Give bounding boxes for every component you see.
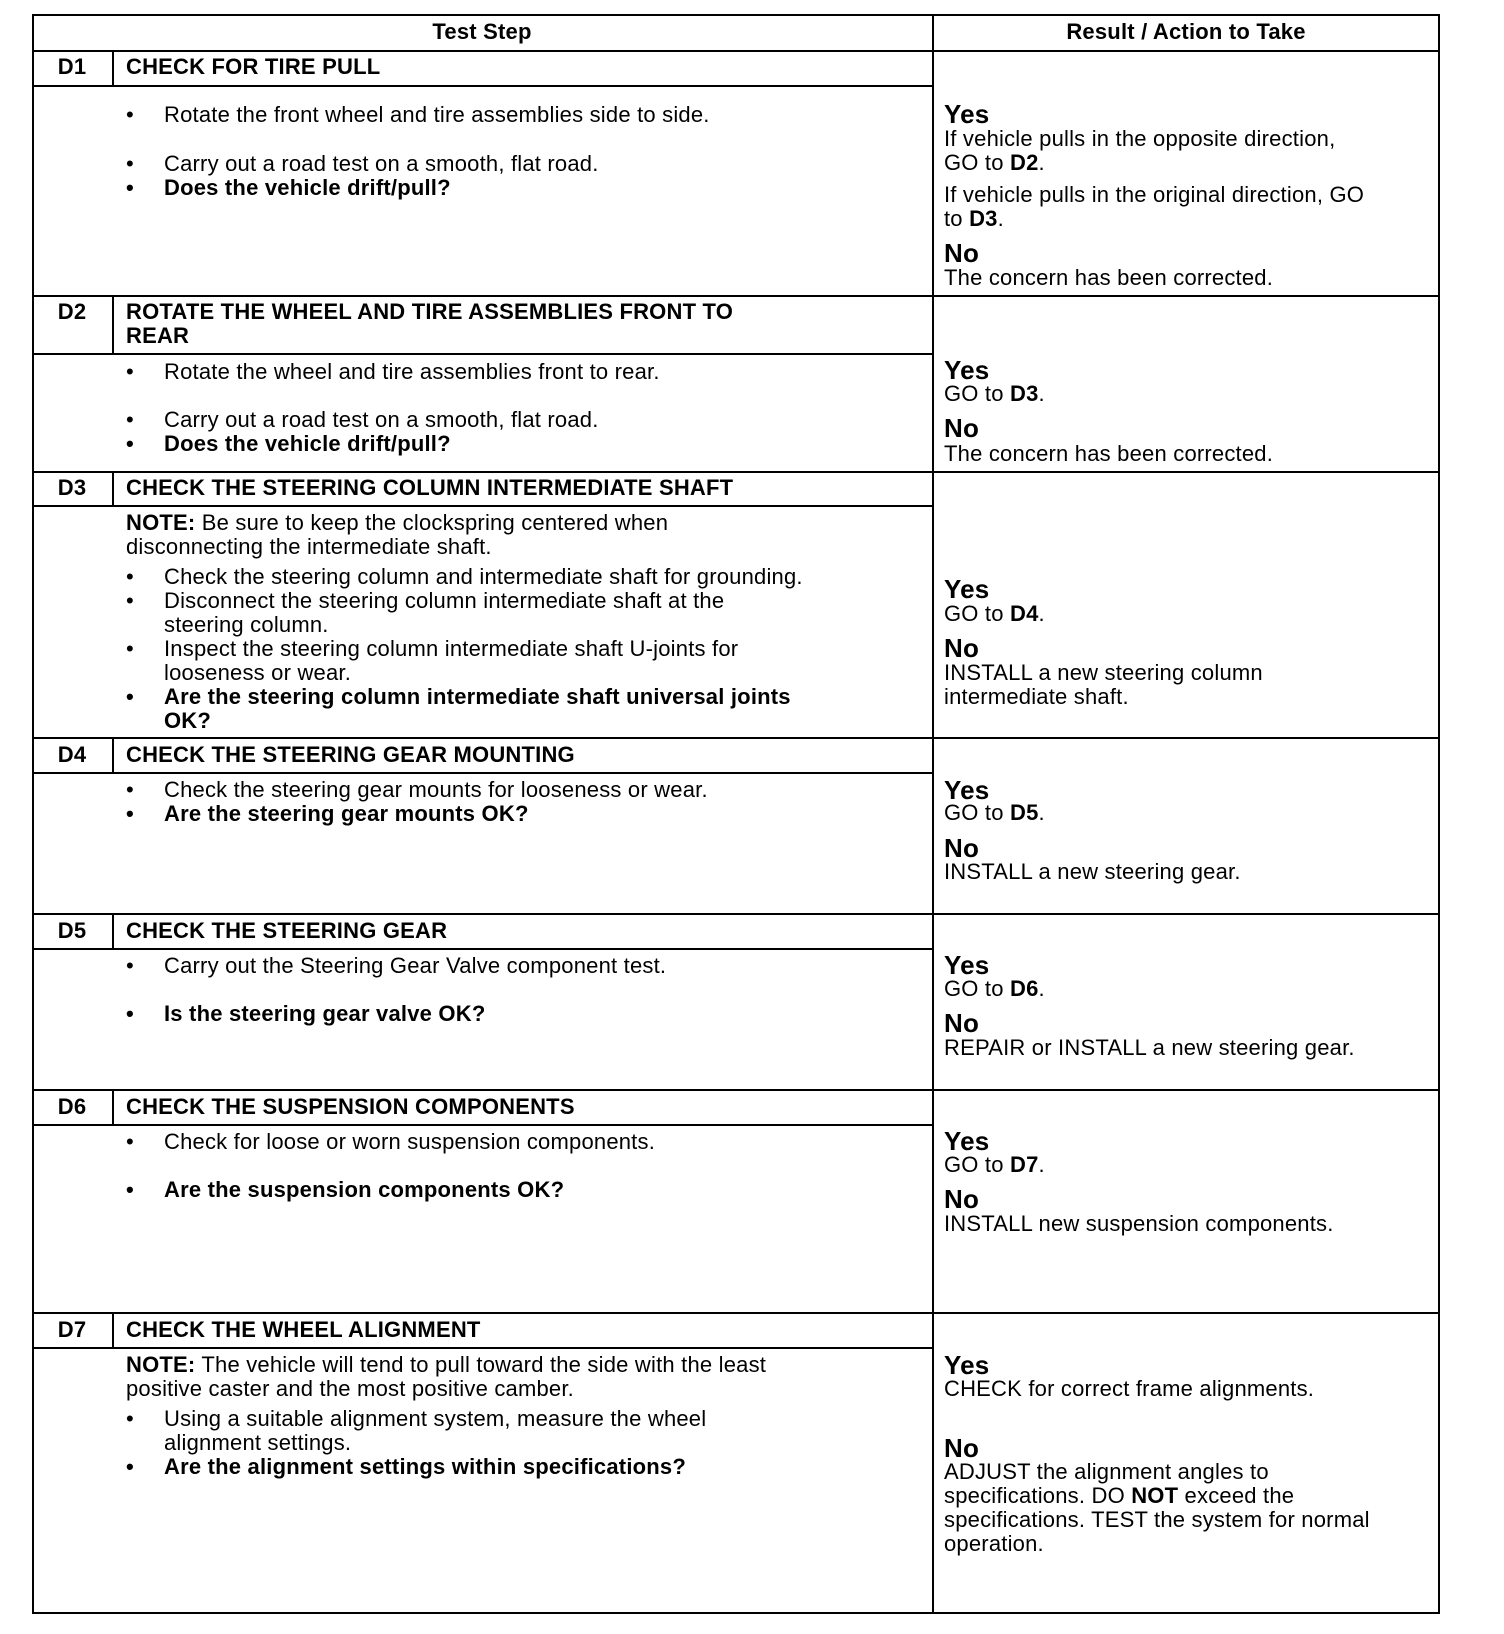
- yes-label: Yes: [944, 355, 990, 385]
- yes-action: GO to D3.: [944, 381, 1045, 406]
- step-ref: D3: [1010, 381, 1039, 406]
- question-text: Are the suspension components OK?: [164, 1177, 565, 1202]
- step-id: D5: [57, 918, 87, 943]
- step-divider: [32, 295, 1440, 297]
- no-action: INSTALL a new steering column: [944, 660, 1263, 685]
- yes-action: to D3.: [944, 206, 1004, 231]
- no-action: INSTALL new suspension components.: [944, 1211, 1334, 1236]
- yes-action: GO to D4.: [944, 601, 1045, 626]
- bullet-icon: •: [126, 588, 134, 613]
- question-text: OK?: [164, 708, 212, 733]
- yes-action: GO to D2.: [944, 150, 1045, 175]
- yes-action: GO to D6.: [944, 976, 1045, 1001]
- step-ref: D6: [1010, 976, 1039, 1001]
- step-title: CHECK FOR TIRE PULL: [126, 54, 381, 79]
- yes-action: GO to D7.: [944, 1152, 1045, 1177]
- bullet-text: Check the steering column and intermediate shaft for grounding.: [164, 564, 803, 589]
- bullet-icon: •: [126, 953, 134, 978]
- no-label: No: [944, 633, 980, 663]
- no-action: operation.: [944, 1531, 1044, 1556]
- note-label: NOTE:: [126, 1352, 196, 1377]
- bullet-icon: •: [126, 777, 134, 802]
- bullet-text: Carry out a road test on a smooth, flat road.: [164, 151, 599, 176]
- bullet-text: Check for loose or worn suspension components.: [164, 1129, 656, 1154]
- diagnostic-table: [32, 14, 1440, 1614]
- step-title: CHECK THE SUSPENSION COMPONENTS: [126, 1094, 575, 1119]
- bullet-text: Disconnect the steering column intermediate shaft at the: [164, 588, 725, 613]
- title-divider: [32, 1124, 932, 1126]
- yes-label: Yes: [944, 574, 990, 604]
- bullet-text: Using a suitable alignment system, measure the wheel: [164, 1406, 707, 1431]
- note: disconnecting the intermediate shaft.: [126, 534, 492, 559]
- no-action: INSTALL a new steering gear.: [944, 859, 1241, 884]
- step-divider: [32, 1312, 1440, 1314]
- title-divider: [32, 85, 932, 87]
- step-divider: [32, 471, 1440, 473]
- yes-action: CHECK for correct frame alignments.: [944, 1376, 1315, 1401]
- question-text: Are the alignment settings within specifications?: [164, 1454, 686, 1479]
- step-id: D2: [57, 299, 87, 324]
- bullet-icon: •: [126, 684, 134, 709]
- no-action: The concern has been corrected.: [944, 265, 1274, 290]
- id-divider: [112, 50, 114, 86]
- bullet-text: alignment settings.: [164, 1430, 352, 1455]
- no-label: No: [944, 238, 980, 268]
- title-divider: [32, 353, 932, 355]
- bullet-icon: •: [126, 102, 134, 127]
- step-id: D3: [57, 475, 87, 500]
- step-id: D1: [57, 54, 87, 79]
- no-label: No: [944, 1184, 980, 1214]
- step-ref: D7: [1010, 1152, 1039, 1177]
- step-ref: D4: [1010, 601, 1039, 626]
- step-id: D6: [57, 1094, 87, 1119]
- step-title: CHECK THE WHEEL ALIGNMENT: [126, 1317, 481, 1342]
- bullet-icon: •: [126, 359, 134, 384]
- question-text: Are the steering column intermediate shaft universal joints: [164, 684, 791, 709]
- emphasis: NOT: [1131, 1483, 1179, 1508]
- title-divider: [32, 1347, 932, 1349]
- bullet-text: Check the steering gear mounts for looseness or wear.: [164, 777, 708, 802]
- note: positive caster and the most positive camber.: [126, 1376, 574, 1401]
- step-title: CHECK THE STEERING GEAR MOUNTING: [126, 742, 575, 767]
- no-action: specifications. TEST the system for normal: [944, 1507, 1370, 1532]
- no-action: The concern has been corrected.: [944, 441, 1274, 466]
- table-border-left: [32, 14, 34, 1614]
- question-text: Does the vehicle drift/pull?: [164, 431, 451, 456]
- bullet-icon: •: [126, 1129, 134, 1154]
- no-action: intermediate shaft.: [944, 684, 1129, 709]
- bullet-icon: •: [126, 564, 134, 589]
- no-action: ADJUST the alignment angles to: [944, 1459, 1269, 1484]
- question-text: Does the vehicle drift/pull?: [164, 175, 451, 200]
- step-divider: [32, 913, 1440, 915]
- id-divider: [112, 296, 114, 354]
- step-ref: D5: [1010, 800, 1039, 825]
- bullet-icon: •: [126, 636, 134, 661]
- no-label: No: [944, 413, 980, 443]
- step-title: ROTATE THE WHEEL AND TIRE ASSEMBLIES FRONT TO: [126, 299, 734, 324]
- yes-action: If vehicle pulls in the opposite direction,: [944, 126, 1336, 151]
- bullet-icon: •: [126, 175, 134, 200]
- bullet-icon: •: [126, 1454, 134, 1479]
- id-divider: [112, 1313, 114, 1348]
- yes-action: GO to D5.: [944, 800, 1045, 825]
- bullet-icon: •: [126, 1001, 134, 1026]
- bullet-icon: •: [126, 407, 134, 432]
- column-divider: [932, 14, 934, 1614]
- step-id: D7: [57, 1317, 87, 1342]
- note: NOTE: The vehicle will tend to pull toward the side with the least: [126, 1352, 767, 1377]
- title-divider: [32, 948, 932, 950]
- table-border-bottom: [32, 1612, 1440, 1614]
- bullet-text: steering column.: [164, 612, 329, 637]
- table-border-right: [1438, 14, 1440, 1614]
- question-text: Are the steering gear mounts OK?: [164, 801, 529, 826]
- yes-label: Yes: [944, 99, 990, 129]
- bullet-icon: •: [126, 151, 134, 176]
- title-divider: [32, 772, 932, 774]
- bullet-icon: •: [126, 1177, 134, 1202]
- header-divider: [32, 50, 1440, 52]
- note: NOTE: Be sure to keep the clockspring centered when: [126, 510, 669, 535]
- step-divider: [32, 737, 1440, 739]
- id-divider: [112, 472, 114, 506]
- step-title: CHECK THE STEERING GEAR: [126, 918, 448, 943]
- bullet-icon: •: [126, 1406, 134, 1431]
- id-divider: [112, 1090, 114, 1125]
- step-divider: [32, 1089, 1440, 1091]
- title-divider: [32, 505, 932, 507]
- header-test-step: Test Step: [432, 19, 532, 44]
- bullet-text: Inspect the steering column intermediate shaft U-joints for: [164, 636, 739, 661]
- step-title: REAR: [126, 323, 190, 348]
- bullet-icon: •: [126, 801, 134, 826]
- bullet-text: Carry out the Steering Gear Valve component test.: [164, 953, 667, 978]
- bullet-text: looseness or wear.: [164, 660, 352, 685]
- bullet-text: Rotate the wheel and tire assemblies front to rear.: [164, 359, 660, 384]
- id-divider: [112, 738, 114, 773]
- yes-label: Yes: [944, 950, 990, 980]
- step-ref: D2: [1010, 150, 1039, 175]
- yes-label: Yes: [944, 1126, 990, 1156]
- yes-label: Yes: [944, 1350, 990, 1380]
- yes-label: Yes: [944, 775, 990, 805]
- question-text: Is the steering gear valve OK?: [164, 1001, 486, 1026]
- table-border-top: [32, 14, 1440, 16]
- id-divider: [112, 914, 114, 949]
- no-label: No: [944, 1433, 980, 1463]
- step-title: CHECK THE STEERING COLUMN INTERMEDIATE SHAFT: [126, 475, 734, 500]
- bullet-text: Rotate the front wheel and tire assemblies side to side.: [164, 102, 710, 127]
- no-action: REPAIR or INSTALL a new steering gear.: [944, 1035, 1355, 1060]
- no-label: No: [944, 833, 980, 863]
- bullet-text: Carry out a road test on a smooth, flat road.: [164, 407, 599, 432]
- bullet-icon: •: [126, 431, 134, 456]
- yes-action: If vehicle pulls in the original direction, GO: [944, 182, 1365, 207]
- header-result: Result / Action to Take: [1066, 19, 1306, 44]
- step-id: D4: [57, 742, 87, 767]
- no-action: specifications. DO NOT exceed the: [944, 1483, 1295, 1508]
- no-label: No: [944, 1008, 980, 1038]
- note-label: NOTE:: [126, 510, 196, 535]
- step-ref: D3: [969, 206, 998, 231]
